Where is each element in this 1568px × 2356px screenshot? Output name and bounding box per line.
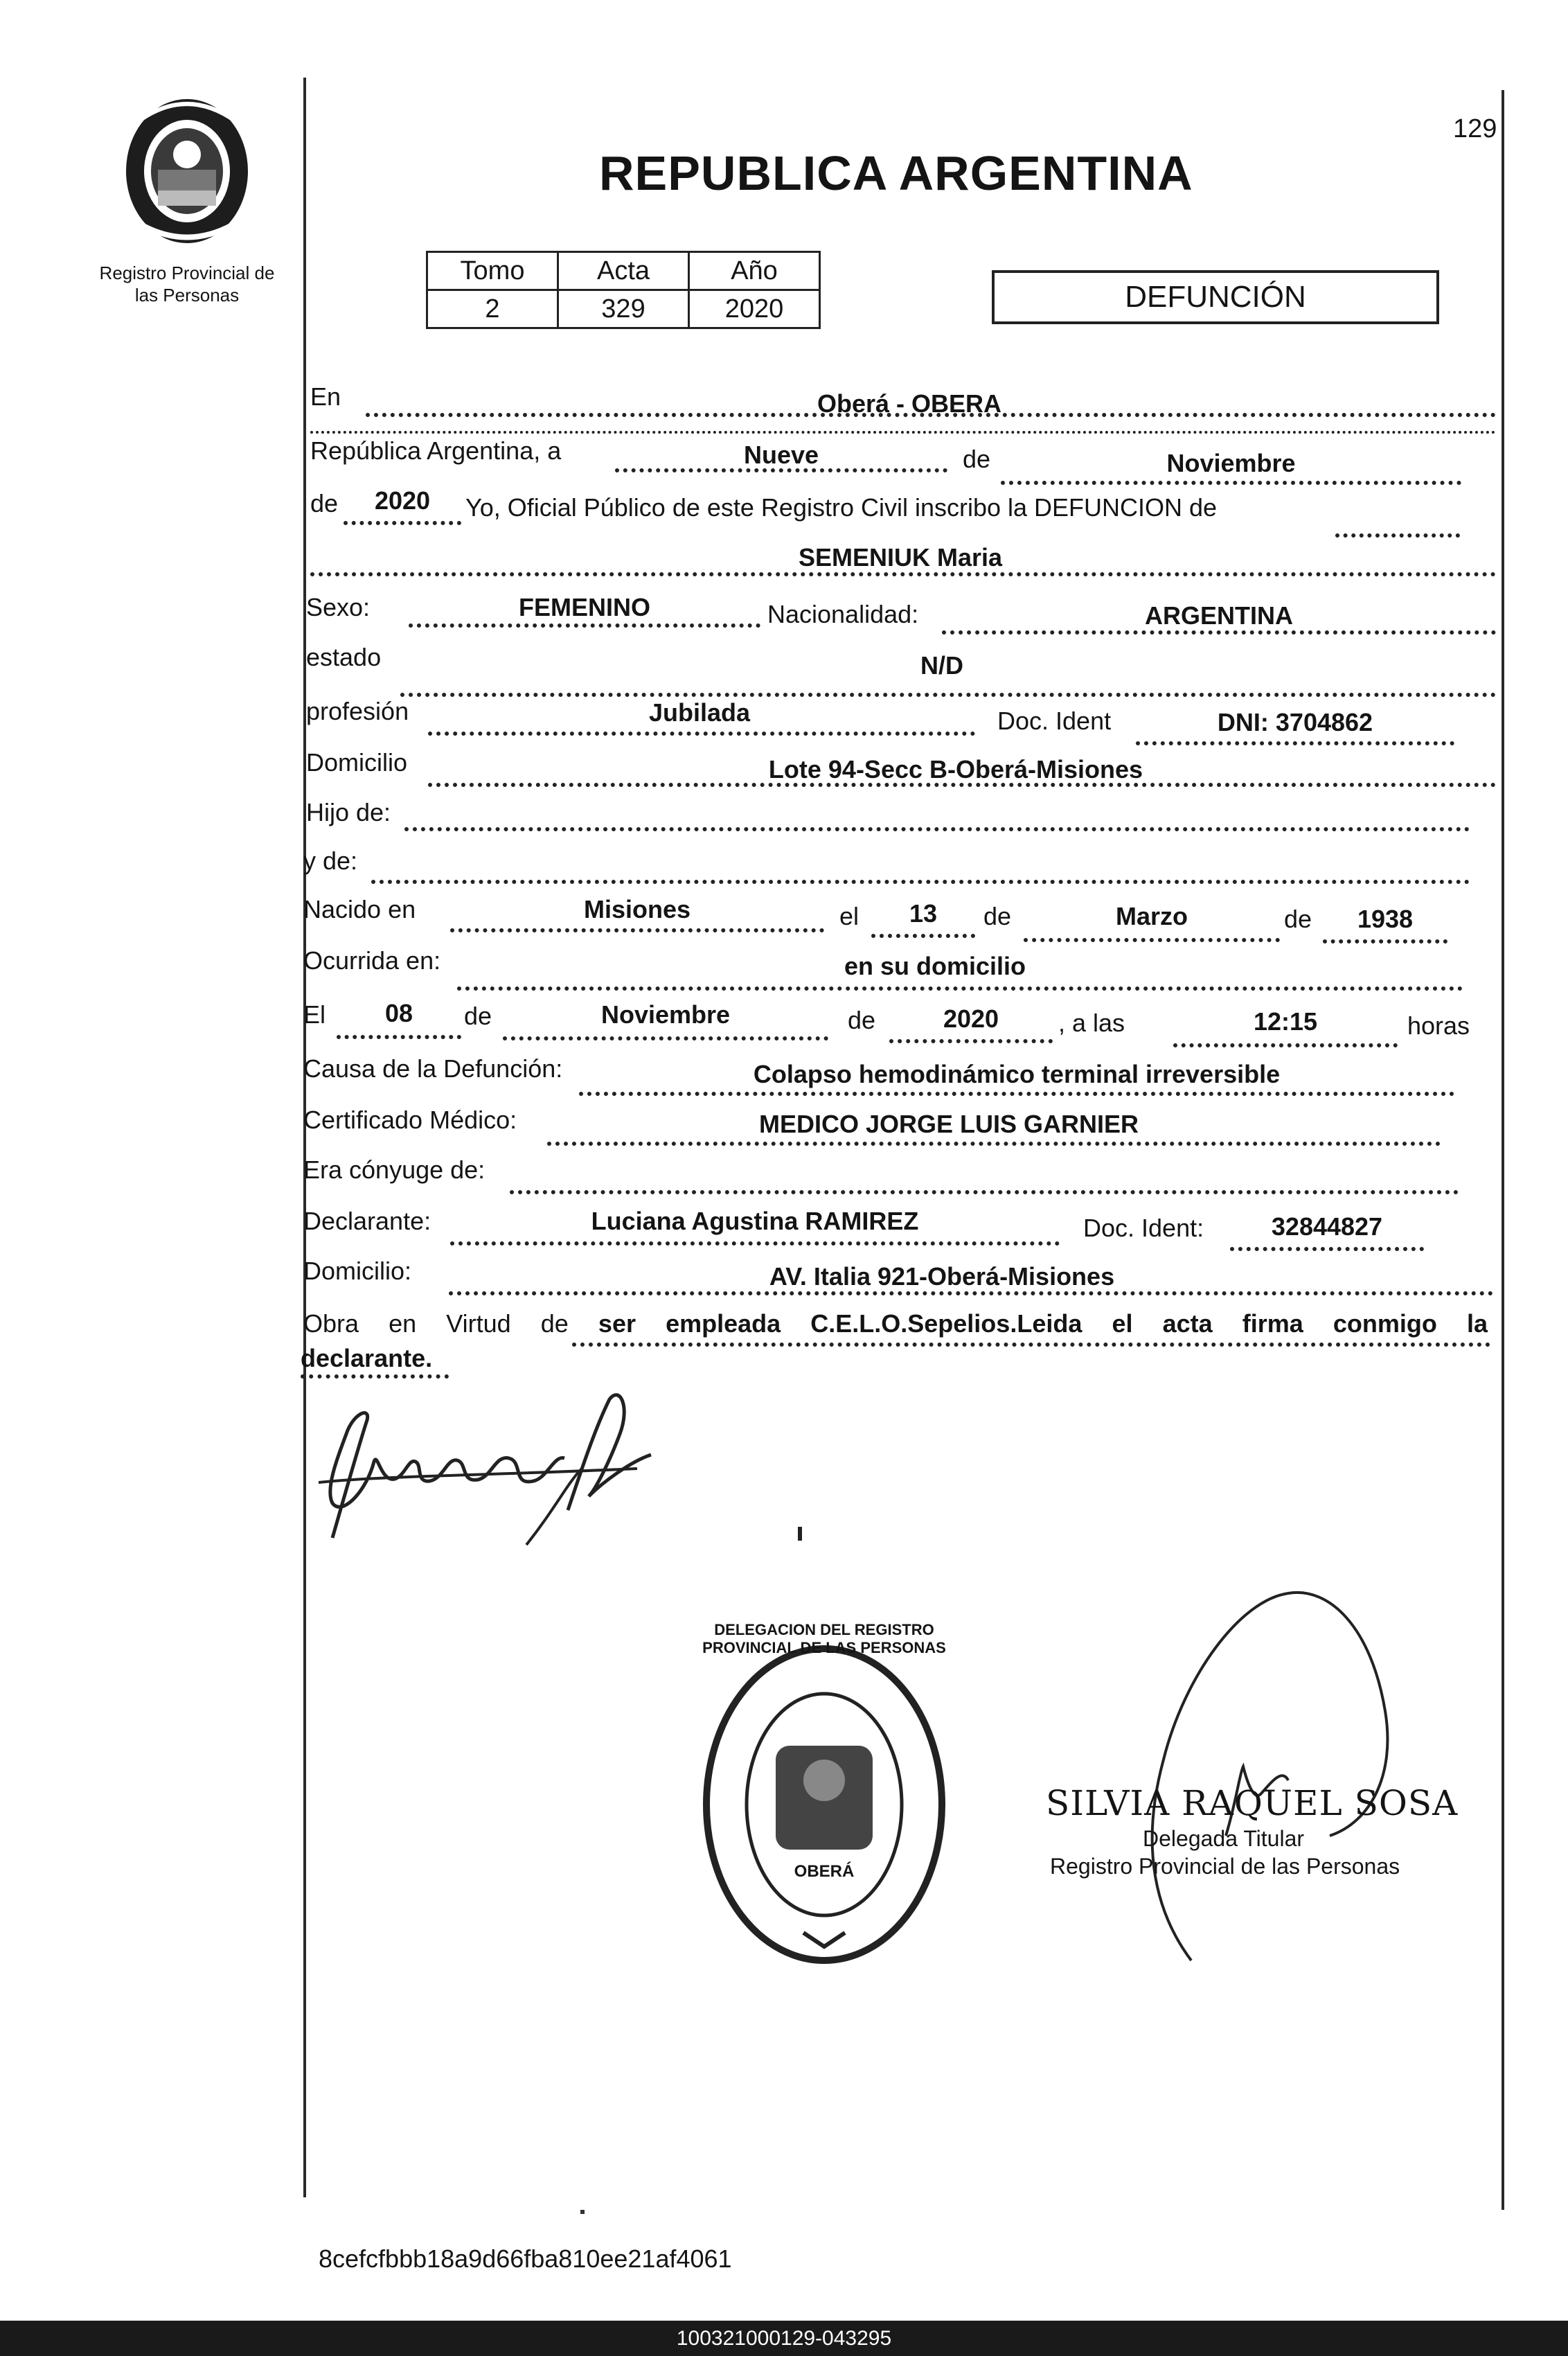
obra-line [572,1343,1490,1347]
record-header-acta: Acta [558,252,689,290]
muerte-mes-value: Noviembre [600,1000,731,1029]
sexo-label: Sexo: [306,593,371,621]
de-label-2: de [310,489,339,517]
page-title: REPUBLICA ARGENTINA [599,146,1193,200]
doc2-line [1230,1247,1424,1251]
official-office: Registro Provincial de las Personas [1050,1854,1400,1879]
declarant-signature [305,1385,665,1552]
el2-label: El [303,1000,326,1029]
obra-word: de [540,1309,569,1338]
profesion-value: Jubilada [648,698,751,727]
doc2-value: 32844827 [1271,1212,1383,1241]
nacido-dia-value: 13 [909,899,938,928]
alas-label: , a las [1058,1009,1125,1037]
oficial-line [1335,533,1460,538]
el-label: el [839,902,859,930]
stamp-ring-text: DELEGACION DEL REGISTRO PROVINCIAL DE LAS PERSONAS [702,1621,946,1656]
hijo-line [404,827,1470,831]
ink-mark [798,1527,802,1541]
obra-value-word: acta [1162,1309,1213,1338]
record-type-box: DEFUNCIÓN [992,270,1439,324]
official-role: Delegada Titular [1143,1826,1305,1851]
barcode-id: 100321000129-043295 [676,2326,892,2350]
month-word: Noviembre [1166,449,1296,477]
muerte-dia-line [337,1035,461,1039]
nacido-lugar-value: Misiones [583,895,691,923]
obra-value-word: la [1466,1309,1488,1338]
certificado-value: MEDICO JORGE LUIS GARNIER [758,1110,1139,1138]
causa-label: Causa de la Defunción: [303,1054,563,1083]
de-label-6: de [848,1006,876,1034]
de-label-5: de [464,1002,492,1030]
conyuge-line [510,1190,1459,1194]
nacionalidad-label: Nacionalidad: [767,600,919,628]
declarante-value: Luciana Agustina RAMIREZ [591,1207,919,1235]
sexo-line [409,623,760,628]
province-logo [118,94,256,253]
day-word: Nueve [743,441,819,469]
muerte-anio-line [889,1039,1053,1043]
de-label-4: de [1284,905,1312,933]
en-line-2 [310,431,1496,434]
ocurrida-label: Ocurrida en: [303,946,441,975]
official-stamp [700,1642,949,1967]
hora-line [1173,1043,1398,1047]
month-line [1001,481,1461,485]
nacido-mes-line [1024,938,1280,942]
registry-line-2: las Personas [134,285,240,305]
de-label-1: de [963,445,991,473]
obra-value-word: empleada [666,1309,781,1338]
page-number: 129 [1453,114,1497,143]
de-label-3: de [983,902,1012,930]
nacido-lugar-line [450,928,824,932]
nacido-anio-value: 1938 [1357,905,1414,933]
conyuge-label: Era cónyuge de: [303,1155,485,1184]
nacido-anio-line [1323,939,1447,944]
barcode-id-bar [0,2321,1568,2356]
certificado-label: Certificado Médico: [303,1106,517,1134]
registry-line-1: Registro Provincial de [99,263,275,283]
hijo-label: Hijo de: [306,798,391,826]
obra-value-word: ser [598,1309,636,1338]
record-value-anio: 2020 [689,290,820,328]
deceased-name: SEMENIUK Maria [798,543,1003,572]
nacionalidad-value: ARGENTINA [1145,601,1293,630]
yde-label: y de: [303,847,358,875]
muerte-mes-line [503,1036,828,1040]
record-table [426,251,821,329]
obra-value-word: conmigo [1333,1309,1437,1338]
profesion-label: profesión [306,697,409,725]
official-signature [1122,1573,1413,1988]
ocurrida-line [457,986,1463,991]
obra-line-2-underline [301,1374,449,1379]
nacionalidad-line [942,630,1496,635]
estado-value: N/D [920,651,963,680]
obra-word: Virtud [446,1309,511,1338]
domicilio2-value: AV. Italia 921-Oberá-Misiones [769,1262,1115,1291]
record-value-acta: 329 [558,290,689,328]
record-value-tomo: 2 [427,290,558,328]
right-border-line [1502,90,1504,2210]
causa-line [579,1092,1454,1096]
muerte-dia-value: 08 [384,999,413,1027]
left-border-line [303,78,306,2197]
profesion-line [428,732,975,736]
nacido-dia-line [871,934,975,938]
nacido-mes-value: Marzo [1115,902,1188,930]
obra-line-2: declarante. [301,1344,433,1372]
nacido-label: Nacido en [303,895,416,923]
official-name: SILVIA RAQUEL SOSA [1046,1783,1459,1823]
doc2-label: Doc. Ident: [1083,1214,1204,1242]
republica-label: República Argentina, a [310,436,562,465]
name-line [310,572,1496,576]
domicilio-value: Lote 94-Secc B-Oberá-Misiones [768,755,1143,783]
en-label: En [310,382,341,411]
oficial-text: Yo, Oficial Público de este Registro Civil inscribo la DEFUNCION de [465,493,1218,522]
horas-label: horas [1407,1011,1470,1040]
obra-word: Obra [303,1309,359,1338]
hora-value: 12:15 [1253,1007,1318,1036]
doc-ident-label: Doc. Ident [997,707,1112,735]
record-header-anio: Año [689,252,820,290]
doc-ident-line [1136,741,1454,745]
small-dot [580,2210,585,2214]
muerte-anio-value: 2020 [943,1004,999,1033]
domicilio2-line [449,1291,1493,1295]
obra-value-word: firma [1242,1309,1303,1338]
declarante-line [450,1241,1060,1246]
document-hash: 8cefcfbbb18a9d66fba810ee21af4061 [319,2244,732,2273]
ocurrida-value: en su domicilio [844,952,1026,980]
sexo-value: FEMENINO [518,593,650,621]
domicilio-label: Domicilio [306,748,408,777]
obra-value-word: C.E.L.O.Sepelios.Leida [810,1309,1083,1338]
stamp-city: OBERÁ [794,1862,855,1881]
en-value: Oberá - OBERA [817,389,1002,418]
obra-word: en [389,1309,417,1338]
year-value: 2020 [374,486,431,515]
certificado-line [547,1142,1441,1146]
yde-line [371,880,1470,884]
causa-value: Colapso hemodinámico terminal irreversible [753,1060,1281,1088]
domicilio2-label: Domicilio: [303,1257,412,1285]
year-line [344,521,461,525]
obra-row [303,1309,1488,1338]
estado-line [400,693,1496,697]
registry-name [83,262,291,306]
declarante-label: Declarante: [303,1207,431,1235]
estado-label: estado [306,643,382,671]
doc-ident-value: DNI: 3704862 [1217,708,1373,736]
record-header-tomo: Tomo [427,252,558,290]
obra-value-word: el [1112,1309,1133,1338]
